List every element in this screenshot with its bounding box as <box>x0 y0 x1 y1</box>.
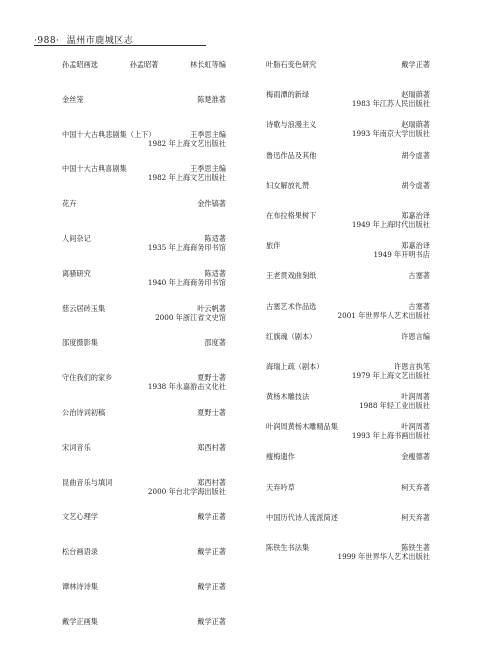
entry-author: 金作镐著 <box>197 199 226 209</box>
entry-author: 郑嘉治译 <box>401 210 430 220</box>
bibliography-entry <box>62 512 226 547</box>
bibliography-entry <box>266 392 430 422</box>
bibliography-entry <box>266 543 430 573</box>
entry-title-line <box>62 304 226 313</box>
bibliography-entry <box>62 617 226 652</box>
entry-title: 中国十大古典悲剧集（上下） <box>62 129 156 139</box>
entry-author: 夏野士著 <box>197 407 226 417</box>
entry-title-line <box>62 512 226 521</box>
entry-publisher: 1949 年开明书店 <box>373 250 430 260</box>
entry-title: 宋词音乐 <box>62 442 91 452</box>
bibliography-entry <box>266 241 430 271</box>
left-column <box>62 60 226 652</box>
entry-title-line <box>266 271 430 280</box>
entry-title-line <box>266 90 430 99</box>
entry-title: 邵度摄影集 <box>62 338 98 348</box>
entry-title: 天弃吟草 <box>266 482 295 492</box>
entry-title-line <box>62 130 226 139</box>
entry-title-line <box>62 95 226 104</box>
entry-title: 古塞艺术作品选 <box>266 301 317 311</box>
entry-title-line <box>62 547 226 556</box>
entry-title-line <box>62 269 226 278</box>
entry-title-line <box>62 478 226 487</box>
entry-author: 赵瑞蕻著 <box>401 90 430 100</box>
entry-title: 海瑞上疏（剧本） <box>266 361 324 371</box>
entry-title-line <box>62 164 226 173</box>
entry-author: 叶云帆著 <box>197 303 226 313</box>
entry-author: 戴学正著 <box>197 581 226 591</box>
entry-title: 戴学正画集 <box>62 616 98 626</box>
entry-title: 妇女解放礼赞 <box>266 180 310 190</box>
entry-title: 文艺心理学 <box>62 512 98 522</box>
entry-title: 花卉 <box>62 199 77 209</box>
entry-title: 谭林诗诗集 <box>62 581 98 591</box>
entry-title-line <box>62 60 226 69</box>
entry-publisher: 1993 年南京大学出版社 <box>351 129 430 139</box>
entry-author: 赵瑞蕻著 <box>401 120 430 130</box>
entry-author: 叶润周著 <box>401 422 430 432</box>
entry-author: 陈楚淮著 <box>197 94 226 104</box>
entry-title: 松台画语录 <box>62 547 98 557</box>
bibliography-entry <box>62 443 226 478</box>
entry-author: 叶润周著 <box>401 392 430 402</box>
bibliography-entry <box>266 452 430 482</box>
entry-author: 柯天弃著 <box>401 512 430 522</box>
entry-author: 郑西村著 <box>197 442 226 452</box>
entry-author: 王季思主编 <box>190 164 226 174</box>
bibliography-entry <box>62 164 226 199</box>
bibliography-entry <box>62 130 226 165</box>
entry-title-line <box>266 543 430 552</box>
entry-title: 中国十大古典喜剧集 <box>62 164 127 174</box>
entry-title-line <box>62 443 226 452</box>
bibliography-entry <box>62 582 226 617</box>
bibliography-entry <box>266 211 430 241</box>
entry-author: 胡今虚著 <box>401 180 430 190</box>
entry-title-line <box>266 452 430 461</box>
bibliography-entry <box>266 60 430 90</box>
entry-title-line <box>62 234 226 243</box>
bibliography-entry <box>266 302 430 332</box>
entry-publisher: 2000 年浙江省文史馆 <box>155 312 226 322</box>
entry-editor: 林长虹等编 <box>190 60 226 69</box>
bibliography-entry <box>62 304 226 339</box>
entry-title-line <box>266 60 430 69</box>
bibliography-entry <box>62 478 226 513</box>
entry-title-line <box>62 338 226 347</box>
entry-title: 慈云居砖玉集 <box>62 303 106 313</box>
entry-title-line <box>266 513 430 522</box>
entry-publisher: 1982 年上海文艺出版社 <box>147 173 226 183</box>
bibliography-entry <box>62 547 226 582</box>
entry-author: 郑嘉治译 <box>401 241 430 251</box>
entry-title: 陈铁生书法集 <box>266 543 310 552</box>
entry-author: 戴学正著 <box>197 547 226 557</box>
entry-author: 戴学正著 <box>401 60 430 69</box>
entry-title: 守住我们的家乡 <box>62 373 113 383</box>
entry-publisher: 2001 年世界华人艺术出版社 <box>337 310 430 320</box>
right-column <box>266 60 430 573</box>
bibliography-entry <box>266 120 430 150</box>
entry-title-line <box>62 408 226 417</box>
entry-title-line <box>266 392 430 401</box>
entry-publisher: 1983 年江苏人民出版社 <box>351 99 430 109</box>
entry-title-line <box>266 332 430 341</box>
entry-title: 公治诗词初稿 <box>62 407 106 417</box>
entry-title: 离骚研究 <box>62 268 91 278</box>
bibliography-entry <box>62 95 226 130</box>
bibliography-entry <box>266 362 430 392</box>
entry-publisher: 1940 年上海商务印书馆 <box>147 277 226 287</box>
entry-author: 郑西村著 <box>197 477 226 487</box>
entry-author: 许恩言执笔 <box>394 361 430 371</box>
entry-title-line <box>266 211 430 220</box>
entry-title: 孙孟昭画选 <box>62 60 98 69</box>
bibliography-entry <box>62 60 226 95</box>
entry-title: 瘦梅遗作 <box>266 452 295 462</box>
bibliography-entry <box>266 271 430 301</box>
bibliography-entry <box>62 408 226 443</box>
bibliography-entry <box>266 513 430 543</box>
entry-publisher: 1988 年轻工业出版社 <box>359 401 430 411</box>
entry-title: 红旗魂（剧本） <box>266 331 317 341</box>
entry-author: 陈适著 <box>204 268 226 278</box>
entry-title-line <box>62 617 226 626</box>
entry-author: 邵度著 <box>204 338 226 348</box>
entry-author: 陈铁生著 <box>401 543 430 552</box>
entry-publisher: 2000 年台北学海出版社 <box>147 486 226 496</box>
entry-author: 陈适著 <box>204 233 226 243</box>
entry-title-line <box>266 422 430 431</box>
entry-title: 王老贯戏曲刻纸 <box>266 271 317 281</box>
entry-title: 叶脂石变色研究 <box>266 60 317 69</box>
entry-author: 胡今虚著 <box>401 150 430 160</box>
entry-title-line <box>62 373 226 382</box>
entry-title-line <box>62 199 226 208</box>
entry-title: 鲁迅作品及其他 <box>266 150 317 160</box>
bibliography-entry <box>266 151 430 181</box>
entry-title-line <box>266 241 430 250</box>
entry-title: 昆曲音乐与填词 <box>62 477 113 487</box>
entry-publisher: 1935 年上海商务印书馆 <box>147 242 226 252</box>
bibliography-entry <box>266 332 430 362</box>
bibliography-entry <box>266 422 430 452</box>
entry-title-line <box>266 483 430 492</box>
entry-title: 人间杂记 <box>62 233 91 243</box>
bibliography-entry <box>62 338 226 373</box>
entry-title: 梅雨潭的新绿 <box>266 90 310 100</box>
entry-title-line <box>266 181 430 190</box>
entry-title-line <box>62 582 226 591</box>
header-rule <box>34 45 206 46</box>
entry-publisher: 1938 年永嘉游击文化社 <box>147 382 226 392</box>
entry-title: 在布拉格果树下 <box>266 210 317 220</box>
page-number: ·988· <box>34 36 60 46</box>
book-title: 温州市鹿城区志 <box>66 36 134 46</box>
entry-author: 柯天弃著 <box>401 482 430 492</box>
entry-publisher: 1993 年上海书画出版社 <box>351 431 430 441</box>
entry-publisher: 1999 年世界华人艺术出版社 <box>337 552 430 561</box>
entry-title-line <box>266 120 430 129</box>
entry-author: 古塞著 <box>408 301 430 311</box>
entry-publisher: 1982 年上海文艺出版社 <box>147 138 226 148</box>
entry-title: 中国历代诗人流派简述 <box>266 512 338 522</box>
bibliography-entry <box>62 199 226 234</box>
entry-author: 孙孟昭著 <box>129 60 159 69</box>
entry-title: 金丝笼 <box>62 94 84 104</box>
entry-publisher: 1979 年上海文艺出版社 <box>351 370 430 380</box>
bibliography-entry <box>266 483 430 513</box>
bibliography-entry <box>62 234 226 269</box>
bibliography-entry <box>62 269 226 304</box>
entry-title: 旅伴 <box>266 241 281 251</box>
entry-author: 王季思主编 <box>190 129 226 139</box>
entry-title-line <box>266 362 430 371</box>
entry-author: 戴学正著 <box>197 616 226 626</box>
entry-title: 叶润周黄杨木雕精品集 <box>266 422 338 432</box>
entry-publisher: 1949 年上海时代出版社 <box>351 219 430 229</box>
entry-author: 金瘦德著 <box>401 452 430 462</box>
bibliography-entry <box>266 181 430 211</box>
entry-title: 诗歌与浪漫主义 <box>266 120 317 130</box>
entry-title: 黄杨木雕技法 <box>266 392 310 402</box>
bibliography-entry <box>62 373 226 408</box>
entry-author: 戴学正著 <box>197 512 226 522</box>
entry-title-line <box>266 302 430 311</box>
entry-author: 许恩言编 <box>401 331 430 341</box>
bibliography-entry <box>266 90 430 120</box>
entry-title-line <box>266 151 430 160</box>
entry-author: 夏野士著 <box>197 373 226 383</box>
entry-author: 古塞著 <box>408 271 430 281</box>
